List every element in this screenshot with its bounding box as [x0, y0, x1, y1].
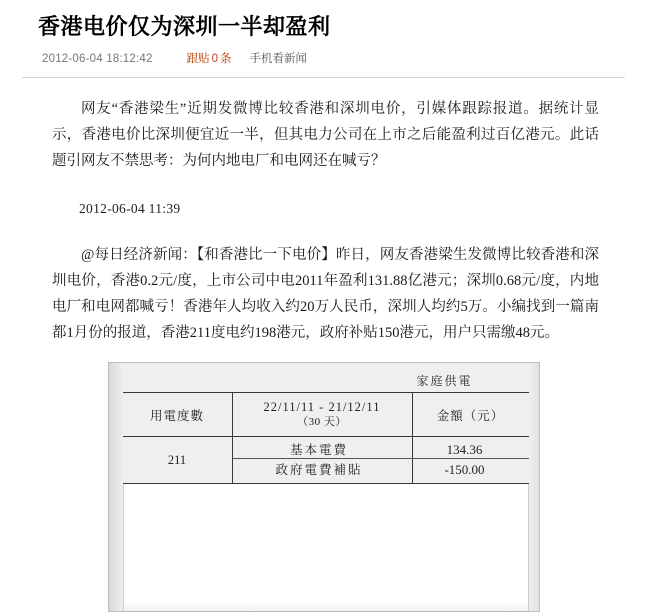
bill-separator-line: [233, 458, 529, 459]
line-item-amounts: [413, 437, 529, 483]
bill-image-container: [22, 362, 625, 612]
mobile-news-link[interactable]: 手机看新闻: [249, 53, 307, 66]
bill-table-row: [123, 437, 529, 483]
inline-timestamp: 2012-06-04 11:39: [79, 201, 181, 217]
bill-caption: 家庭供電: [416, 374, 473, 389]
article-meta: [42, 50, 625, 66]
line-item-label-1: 基本電費: [289, 443, 348, 458]
comment-count: 0: [211, 53, 218, 66]
column-header-period-range: 22/11/11 - 21/12/11: [263, 399, 381, 414]
comment-unit: 条: [220, 53, 232, 66]
scan-left-edge: [109, 363, 123, 611]
bill-blank-area: [123, 484, 529, 611]
line-item-labels: [233, 437, 413, 483]
page-title: 香港电价仅为深圳一半却盈利: [38, 14, 331, 39]
bill-table-header: [123, 393, 529, 437]
scan-right-edge: [529, 363, 539, 611]
electricity-bill-scan: [108, 362, 540, 612]
publish-datetime: 2012-06-04 18:12:42: [42, 53, 153, 66]
column-header-usage: 用電度數: [123, 393, 233, 436]
article-paragraph-1: 网友“香港梁生”近期发微博比较香港和深圳电价，引媒体跟踪报道。据统计显示，香港电价比深圳便宜近一半，但其电力公司在上市之后能盈利过百亿港元。此话题引网友不禁思考：为何内地电厂和电网还在喊亏？: [52, 101, 599, 170]
article-paragraph-2: @每日经济新闻：【和香港比一下电价】昨日，网友香港梁生发微博比较香港和深圳电价，香港0.2元/度，上市公司中电2011年盈利131.88亿港元；深圳0.68元/度，内地电厂和电网都喊亏！香港年人均收入约20万人民币，深圳人均约5万。小编找到一篇南都1月份的报道，香港211度电约198港元，政府补贴150港元，用户只需缴48元。: [52, 247, 599, 342]
column-header-amount: 金額（元）: [436, 408, 505, 423]
line-item-label-2: 政府電費補貼: [275, 463, 363, 478]
bill-table: [123, 392, 529, 484]
comment-link[interactable]: [187, 50, 232, 66]
column-header-period-days: （30 天）: [297, 415, 347, 428]
bill-inner: [123, 363, 529, 611]
line-item-amount-2: -150.00: [444, 462, 485, 478]
column-header-period: [233, 393, 413, 436]
line-item-amount-1: 134.36: [446, 442, 483, 458]
article-body: [52, 78, 599, 346]
article-header: [22, 0, 625, 78]
usage-value: 211: [123, 437, 233, 483]
scan-bottom-shading: [124, 601, 528, 611]
comment-label: 跟贴: [186, 53, 210, 66]
